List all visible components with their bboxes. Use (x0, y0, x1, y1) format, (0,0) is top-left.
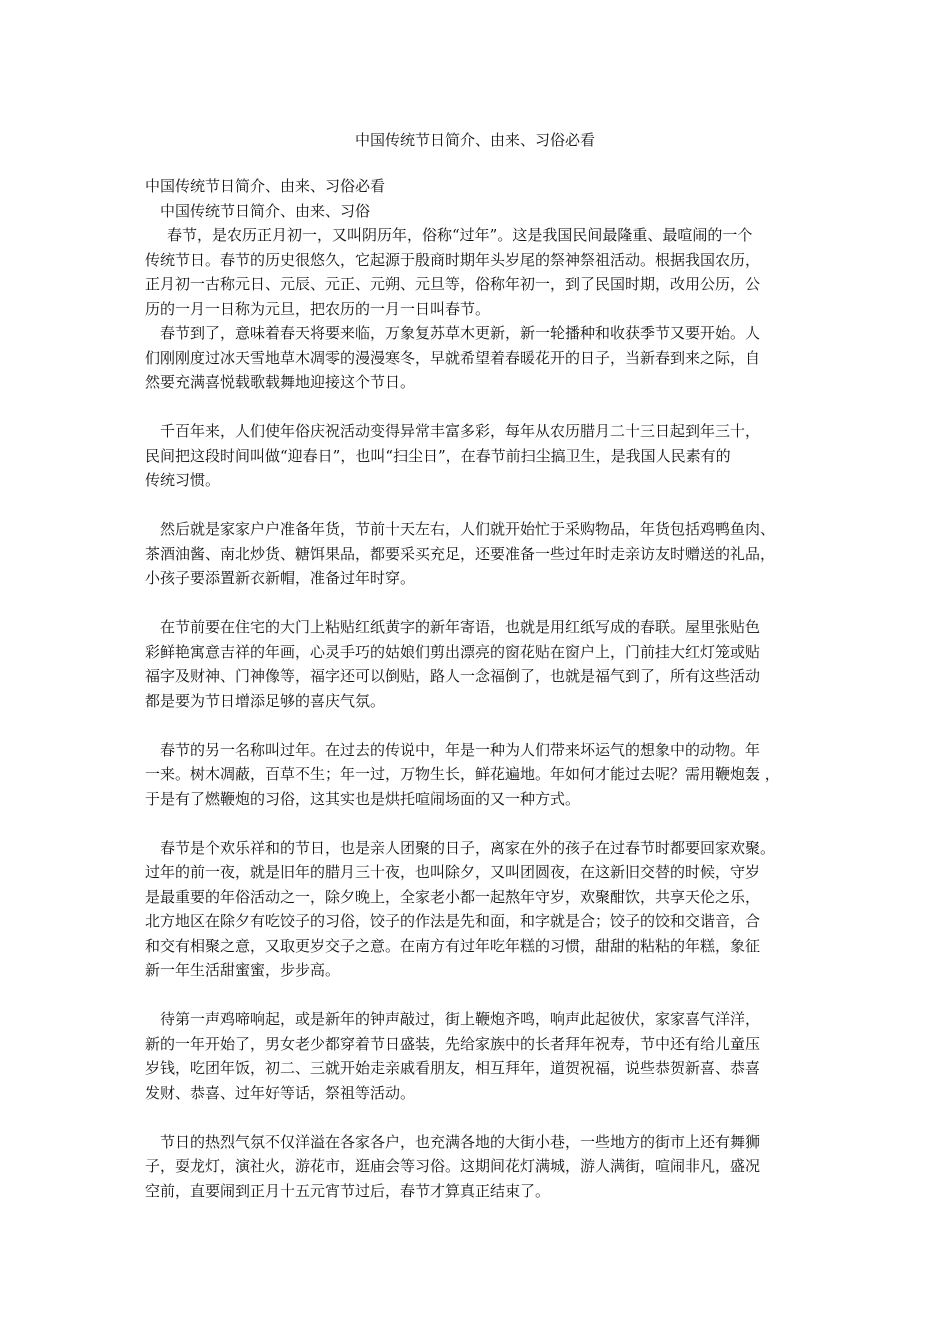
paragraph-line: 新的一年开始了，男女老少都穿着节日盛装，先给家族中的长者拜年祝寿，节中还有给儿童压 (145, 1034, 761, 1053)
paragraph-line: 然要充满喜悦载歌载舞地迎接这个节日。 (145, 373, 416, 391)
paragraph-nian-legend (145, 738, 815, 812)
paragraph-line: 春节是个欢乐祥和的节日，也是亲人团聚的日子，离家在外的孩子在过春节时都要回家欢聚。 (160, 838, 776, 857)
paragraph-line: 民间把这段时间叫做“迎春日”，也叫“扫尘日”，在春节前扫尘搞卫生，是我国人民素有的 (145, 446, 731, 465)
paragraph-gap (145, 713, 815, 738)
paragraph-line: 北方地区在除夕有吃饺子的习俗，饺子的作法是先和面，和字就是合；饺子的饺和交谐音，合 (145, 912, 761, 930)
paragraph-line: 彩鲜艳寓意吉祥的年画，心灵手巧的姑娘们剪出漂亮的窗花贴在窗户上，门前挂大红灯笼或贴 (145, 642, 761, 661)
paragraph-line: 都是要为节日增添足够的喜庆气氛。 (145, 691, 386, 710)
paragraph-line: 然后就是家家户户准备年货，节前十天左右，人们就开始忙于采购物品，年货包括鸡鸭鱼肉、 (160, 520, 776, 538)
paragraph-line: 是最重要的年俗活动之一，除夕晚上，全家老小都一起熬年守岁，欢聚酣饮，共享天伦之乐， (145, 887, 761, 906)
paragraph-line: 传统节日。春节的历史很悠久，它起源于殷商时期年头岁尾的祭神祭祖活动。根据我国农历， (145, 250, 761, 269)
paragraph-spring-couplets (145, 615, 815, 713)
paragraph-line: 过年的前一夜，就是旧年的腊月三十夜，也叫除夕，又叫团圆夜，在这新旧交替的时候，守岁 (145, 863, 761, 881)
paragraph-gap (145, 811, 815, 836)
document-body (145, 174, 815, 1203)
paragraph-gap (145, 493, 815, 518)
paragraph-line: 和交有相聚之意，又取更岁交子之意。在南方有过年吃年糕的习惯，甜甜的粘粘的年糕，象征 (145, 936, 761, 955)
paragraph-gap (145, 1105, 815, 1130)
document-subtitle: 中国传统节日简介、由来、习俗必看 (145, 177, 386, 195)
paragraph-new-year-greetings (145, 1007, 815, 1105)
paragraph-line: 发财、恭喜、过年好等话，祭祖等活动。 (145, 1083, 416, 1102)
paragraph-line: 新一年生活甜蜜蜜，步步高。 (145, 961, 341, 979)
paragraph-line: 在节前要在住宅的大门上粘贴红纸黄字的新年寄语，也就是用红纸写成的春联。屋里张贴色 (160, 618, 761, 636)
paragraph-dust-sweeping (145, 419, 815, 493)
paragraph-gap (145, 591, 815, 616)
paragraph-line: 春节到了，意味着春天将要来临，万象复苏草木更新，新一轮播种和收获季节又要开始。人 (160, 324, 761, 342)
paragraph-line: 千百年来，人们使年俗庆祝活动变得异常丰富多彩，每年从农历腊月二十三日起到年三十， (160, 422, 761, 440)
paragraph-line: 一来。树木凋蔽，百草不生；年一过，万物生长，鲜花遍地。年如何才能过去呢？需用鞭炮轰 ， (145, 765, 780, 783)
paragraph-line: 小孩子要添置新衣新帽，准备过年时穿。 (145, 569, 416, 587)
document-title: 中国传统节日简介、由来、习俗必看 (354, 131, 595, 149)
paragraph-line: 历的一月一日称为元旦，把农历的一月一日叫春节。 (145, 299, 491, 318)
paragraph-line: 们刚刚度过冰天雪地草木凋零的漫漫寒冬，早就希望着春暖花开的日子，当新春到来之际，自 (145, 348, 761, 367)
paragraph-new-year-goods (145, 517, 815, 591)
paragraph-family-reunion (145, 836, 815, 983)
paragraph-line: 待第一声鸡啼响起，或是新年的钟声敲过，街上鞭炮齐鸣，响声此起彼伏，家家喜气洋洋， (160, 1010, 761, 1028)
paragraph-line: 福字及财神、门神像等，福字还可以倒贴，路人一念福倒了，也就是福气到了，所有这些活动 (145, 667, 761, 685)
paragraph-line: 正月初一古称元日、元辰、元正、元朔、元旦等，俗称年初一，到了民国时期，改用公历，公 (145, 275, 761, 293)
document-subheading: 中国传统节日简介、由来、习俗 (160, 201, 371, 220)
paragraph-line: 传统习惯。 (145, 471, 221, 489)
paragraph-line: 春节，是农历正月初一，又叫阴历年，俗称“过年”。这是我国民间最隆重、最喧闹的一个 (167, 226, 753, 244)
paragraph-line: 于是有了燃鞭炮的习俗，这其实也是烘托喧闹场面的又一种方式。 (145, 789, 581, 808)
paragraph-line: 空前，直要闹到正月十五元宵节过后，春节才算真正结束了。 (145, 1181, 551, 1200)
paragraph-line: 茶酒油酱、南北炒货、糖饵果品，都要采买充足，还要准备一些过年时走亲访友时赠送的礼品， (145, 544, 776, 563)
paragraph-gap (145, 395, 815, 420)
paragraph-spring-festival-intro (145, 223, 815, 321)
paragraph-line: 节日的热烈气氛不仅洋溢在各家各户，也充满各地的大街小巷，一些地方的街市上还有舞狮 (160, 1132, 761, 1151)
paragraph-line: 岁钱，吃团年饭，初二、三就开始走亲戚看朋友，相互拜年，道贺祝福，说些恭贺新喜、恭喜 (145, 1059, 761, 1077)
paragraph-festive-streets (145, 1130, 815, 1204)
paragraph-line: 子，耍龙灯，演社火，游花市，逛庙会等习俗。这期间花灯满城，游人满街，喧闹非凡，盛况 (145, 1157, 761, 1175)
paragraph-spring-arrives (145, 321, 815, 395)
paragraph-line: 春节的另一名称叫过年。在过去的传说中，年是一种为人们带来坏运气的想象中的动物。年 (160, 740, 761, 759)
paragraph-gap (145, 983, 815, 1008)
